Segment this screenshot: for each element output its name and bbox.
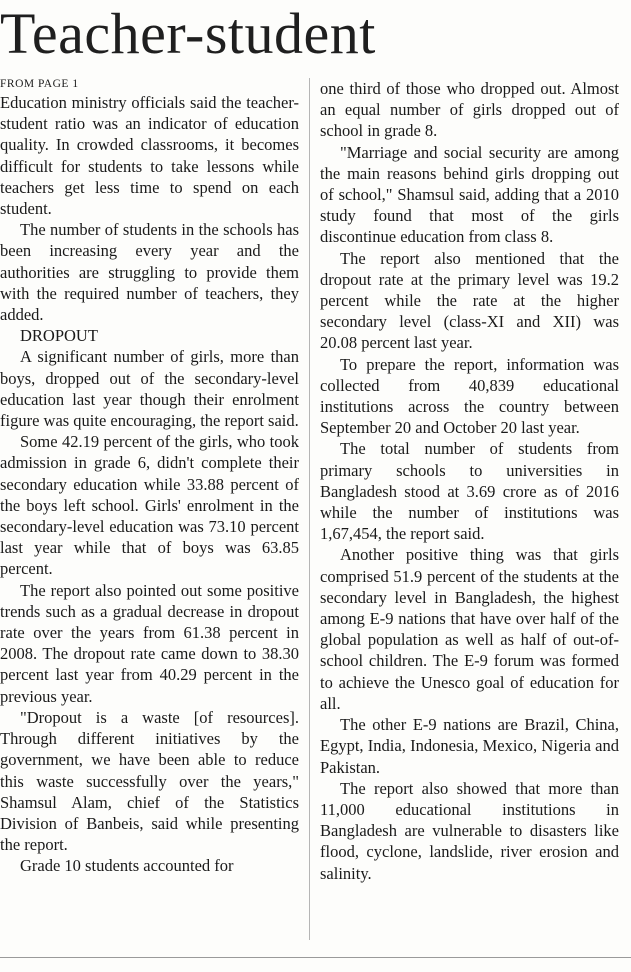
paragraph: The report also showed that more than 11,000 educational institutions in Bangladesh are vulnerable to disasters like flood, cyclone, landslide, river erosion and salinity. <box>320 778 619 883</box>
right-column <box>320 78 619 884</box>
paragraph: "Marriage and social security are among the main reasons behind girls dropping out of school," Shamsul said, adding that a 2010 study found that most of the girls discontinue education from class 8. <box>320 142 619 247</box>
paragraph: Another positive thing was that girls comprised 51.9 percent of the students at the secondary level in Bangladesh, the highest among E-9 nations that have over half of the global population as well as half of out-of-school children. The E-9 forum was formed to achieve the Unesco goal of education for all. <box>320 545 619 713</box>
paragraph: "Dropout is a waste [of resources]. Through different initiatives by the government, we have been able to reduce this waste successfully over the years," Shamsul Alam, chief of the Statistics Division of Banbeis, said while presenting the report. <box>0 707 299 855</box>
paragraph: Grade 10 students accounted for <box>20 856 234 876</box>
continuation-kicker: FROM PAGE 1 <box>0 78 79 90</box>
paragraph: one third of those who dropped out. Almost an equal number of girls dropped out of school in grade 8. <box>320 79 619 141</box>
paragraph: The other E-9 nations are Brazil, China, Egypt, India, Indonesia, Mexico, Nigeria and Pakistan. <box>320 715 619 777</box>
paragraph: To prepare the report, information was collected from 40,839 educational institutions across the country between September 20 and October 20 last year. <box>320 354 619 438</box>
section-subhead: DROPOUT <box>20 326 98 346</box>
headline: Teacher-student <box>0 1 376 66</box>
paragraph: Some 42.19 percent of the girls, who took admission in grade 6, didn't complete their secondary education while 33.88 percent of the boys left school. Girls' enrolment in the secondary-level education was 73.10 percent last year while that of boys was 63.85 percent. <box>0 432 299 579</box>
paragraph: The total number of students from primary schools to universities in Bangladesh stood at 3.69 crore as of 2016 while the number of institutions was 1,67,454, the report said. <box>320 439 619 544</box>
bottom-rule <box>0 957 631 958</box>
paragraph: The report also mentioned that the dropout rate at the primary level was 19.2 percent while the rate at the higher secondary level (class-XI and XII) was 20.08 percent last year. <box>320 248 619 353</box>
paragraph: The report also pointed out some positive trends such as a gradual decrease in dropout rate over the years from 61.38 percent in 2008. The dropout rate came down to 38.30 percent last year from 40.29 percent in the previous year. <box>0 580 299 706</box>
paragraph: The number of students in the schools has been increasing every year and the authorities are struggling to provide them with the required number of teachers, they added. <box>0 220 299 325</box>
left-column <box>0 76 299 877</box>
paragraph: Education ministry officials said the teacher-student ratio was an indicator of education quality. In crowded classrooms, it becomes difficult for students to take lessons while teachers get less time to spend on each student. <box>0 93 299 219</box>
column-divider <box>309 78 310 940</box>
paragraph: A significant number of girls, more than boys, dropped out of the secondary-level education last year though their enrolment figure was quite encouraging, the report said. <box>0 347 299 431</box>
